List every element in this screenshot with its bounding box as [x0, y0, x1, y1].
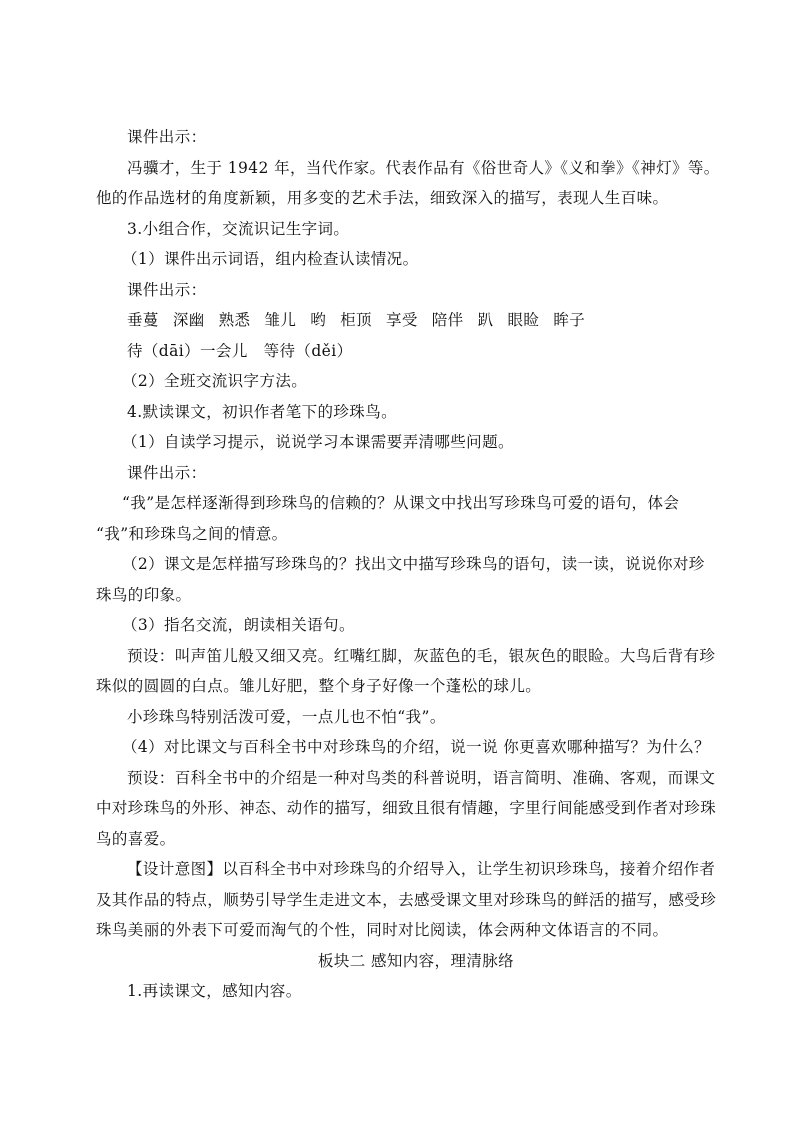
- vocab-word: 哟: [310, 311, 327, 329]
- pronunciation-note: 待（dāi）一会儿 等待（děi）: [127, 341, 353, 360]
- courseware-label: 课件出示：: [127, 280, 207, 299]
- design-intent-line-2: 及其作品的特点，顺势引导学生走进文本，去感受课文里对珍珠鸟的鲜活的描写，感受珍: [96, 890, 717, 909]
- author-intro-line-1: 冯骥才，生于 1942 年，当代作家。代表作品有《俗世奇人》《义和拳》《神灯》等。: [127, 158, 720, 177]
- question-line-2: “我”和珍珠鸟之间的情意。: [96, 524, 288, 543]
- courseware-label: 课件出示：: [127, 128, 207, 146]
- step-4-heading: 4.默读课文，初识作者笔下的珍珠鸟。: [127, 402, 397, 421]
- vocab-word: 趴: [477, 311, 494, 329]
- vocab-word: 享受: [385, 311, 418, 329]
- design-intent-line-3: 珠鸟美丽的外表下可爱而淘气的个性，同时对比阅读，体会两种文体语言的不同。: [96, 921, 669, 939]
- preset-answer-2-line-3: 鸟的喜爱。: [96, 829, 176, 848]
- vocab-word: 熟悉: [218, 311, 251, 329]
- vocab-word: 雏儿: [264, 311, 297, 329]
- step-4-item-1: （1）自读学习提示，说说学习本课需要弄清哪些问题。: [122, 433, 514, 451]
- step-4-item-4: （4）对比课文与百科全书中对珍珠鸟的介绍，说一说 你更喜欢哪种描写？为什么？: [122, 738, 710, 756]
- section-step-1: 1.再读课文，感知内容。: [127, 982, 302, 1000]
- step-4-item-2-line-1: （2）课文是怎样描写珍珠鸟的？找出文中描写珍珠鸟的语句，读一读，说说你对珍: [122, 555, 705, 573]
- design-intent-line-1: 【设计意图】以百科全书中对珍珠鸟的介绍导入，让学生初识珍珠鸟，接着介绍作者: [127, 860, 716, 878]
- step-3-heading: 3.小组合作，交流识记生字词。: [127, 219, 350, 238]
- author-intro-line-2: 他的作品选材的角度新颖，用多变的艺术手法，细致深入的描写，表现人生百味。: [96, 189, 669, 207]
- preset-answer-1-line-3: 小珍珠鸟特别活泼可爱，一点儿也不怕“我”。: [127, 707, 446, 726]
- courseware-label: 课件出示：: [127, 463, 207, 482]
- question-line-1: “我”是怎样逐渐得到珍珠鸟的信赖的？从课文中找出写珍珠鸟可爱的语句，体会: [122, 494, 680, 512]
- step-4-item-2-line-2: 珠鸟的印象。: [96, 585, 192, 604]
- step-3-item-2: （2）全班交流识字方法。: [122, 372, 308, 390]
- vocab-word: 眼睑: [507, 311, 540, 329]
- preset-answer-2-line-2: 中对珍珠鸟的外形、神态、动作的描写，细致且很有情趣，字里行间能感受到作者对珍珠: [96, 799, 717, 817]
- vocab-word: 陪伴: [431, 311, 464, 329]
- step-4-item-3: （3）指名交流，朗读相关语句。: [122, 616, 355, 634]
- vocab-word: 垂蔓: [127, 311, 159, 329]
- vocabulary-list: [96, 305, 736, 336]
- preset-answer-2-line-1: 预设：百科全书中的介绍是一种对鸟类的科普说明，语言简明、准确、客观，而课文: [127, 768, 716, 787]
- preset-answer-1-line-2: 珠似的圆圆的白点。雏儿好肥，整个身子好像一个蓬松的球儿。: [96, 677, 542, 695]
- preset-answer-1-line-1: 预设：叫声笛儿般又细又亮。红嘴红脚，灰蓝色的毛，银灰色的眼睑。大鸟后背有珍: [127, 646, 716, 665]
- section-heading: 板块二 感知内容，理清脉络: [317, 951, 515, 970]
- vocab-word: 眸子: [553, 311, 586, 329]
- vocab-word: 柜顶: [340, 311, 372, 329]
- step-3-item-1: （1）课件出示词语，组内检查认读情况。: [122, 250, 419, 268]
- document-body: [96, 122, 736, 1007]
- vocab-word: 深幽: [172, 311, 205, 329]
